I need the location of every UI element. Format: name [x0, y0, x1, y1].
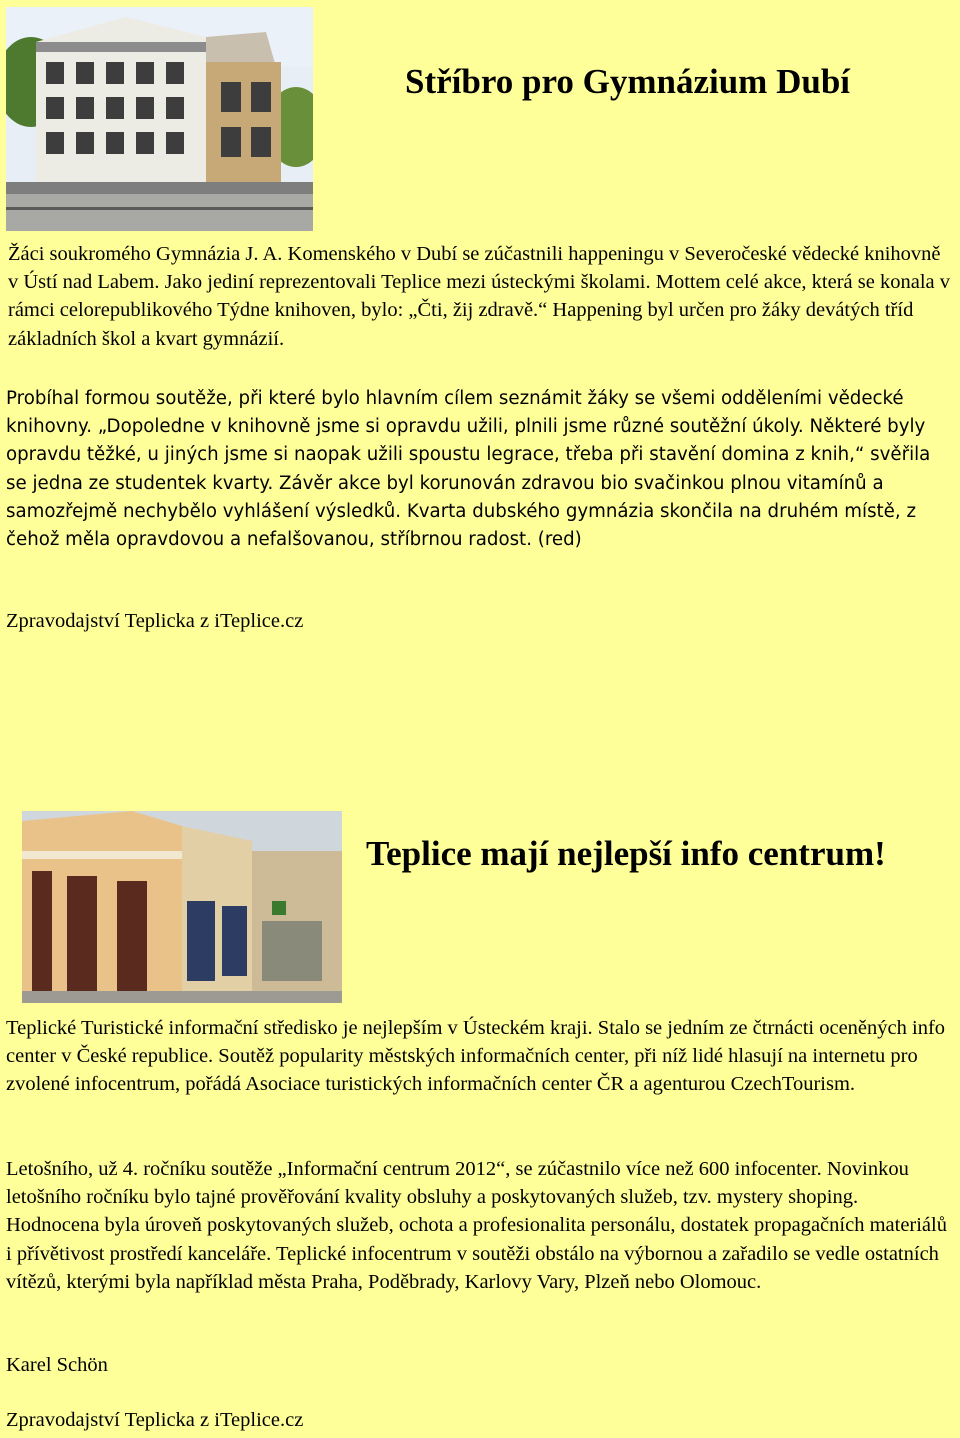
article1-text	[6, 240, 954, 353]
article1-body-block	[6, 385, 956, 554]
article2-headline: Teplice mají nejlepší info centrum!	[366, 834, 886, 873]
school-building-photo	[6, 7, 313, 231]
article1-body: Probíhal formou soutěže, při které bylo hlavním cílem seznámit žáky se všemi odděleními vědecké knihovny. „Dopoledne v knihovně jsme si opravdu užili, plnili jsme různé soutěžní úkoly. Některé byly opravdu těžké, u jiných jsme si naopak užili spoustu legrace, třeba při stavění domina z knih,“ svěřila se jedna ze studentek kvarty. Závěr akce byl korunován zdravou bio svačinkou plnou vitamínů a samozřejmě nechybělo vyhlášení výsledků. Kvarta dubského gymnázia skončila na druhém místě, z čehož měla opravdovou a nefalšovanou, stříbrnou radost. (red)	[6, 388, 931, 551]
article2-text	[6, 1014, 954, 1099]
article1-source-link[interactable]: Zpravodajství Teplicka z iTeplice.cz	[6, 610, 304, 632]
article2-source-link[interactable]: Zpravodajství Teplicka z iTeplice.cz	[6, 1409, 304, 1431]
article2-text-2	[6, 1155, 954, 1296]
article1-intro: Žáci soukromého Gymnázia J. A. Komenského v Dubí se zúčastnili happeningu v Severočeské vědecké knihovně v Ústí nad Labem. Jako jediní reprezentovali Teplice mezi ústeckými školami. Mottem celé akce, která se konala v rámci celorepublikového Týdne knihoven, bylo: „Čti, žij zdravě.“ Happening byl určen pro žáky devátých tříd základních škol a kvart gymnázií.	[8, 243, 950, 350]
article2-author: Karel Schön	[6, 1354, 108, 1376]
article2-para1: Teplické Turistické informační středisko je nejlepším v Ústeckém kraji. Stalo se jedním ze čtrnácti oceněných info center v České republice. Soutěž popularity městských informačních center, při níž lidé hlasují na internetu pro zvolené infocentrum, pořádá Asociace turistických informačních center ČR a agenturou CzechTourism.	[6, 1017, 946, 1096]
info-centre-building-photo	[22, 811, 342, 1003]
article2-para2: Letošního, už 4. ročníku soutěže „Informační centrum 2012“, se zúčastnilo více než 600 infocenter. Novinkou letošního ročníku bylo tajné prověřování kvality obsluhy a poskytovaných služeb, tzv. mystery shoping. Hodnocena byla úroveň poskytovaných služeb, ochota a profesionalita personálu, dostatek propagačních materiálů i přívětivost prostředí kanceláře. Teplické infocentrum v soutěži obstálo na výbornou a zařadilo se vedle ostatních vítězů, kterými byla například města Praha, Poděbrady, Karlovy Vary, Plzeň nebo Olomouc.	[6, 1158, 947, 1293]
article1-headline: Stříbro pro Gymnázium Dubí	[405, 62, 851, 101]
